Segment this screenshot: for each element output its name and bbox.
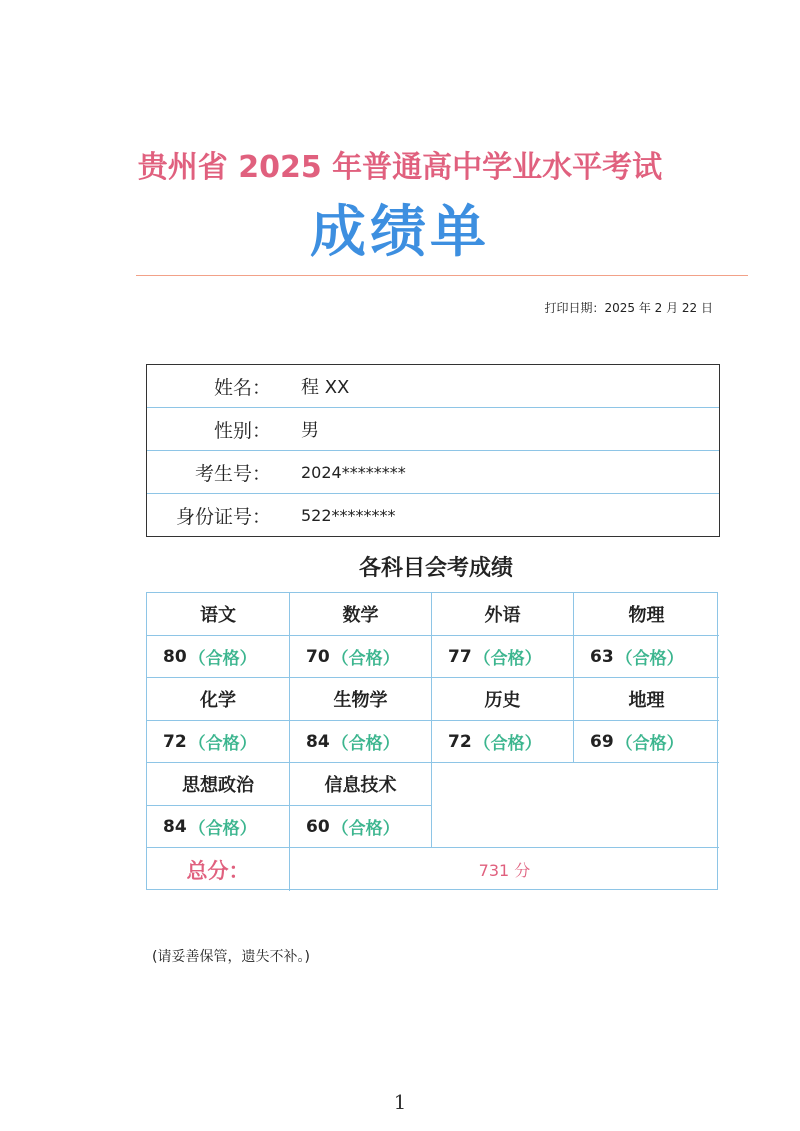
pass-status: （合格） <box>615 734 684 754</box>
empty-cell <box>432 763 719 848</box>
exam-number-value: 2024******** <box>301 462 406 482</box>
footer-note: (请妥善保管，遗失不补。) <box>152 949 310 965</box>
score-value: 69 <box>590 731 614 752</box>
info-row-id-number <box>147 494 719 536</box>
subject-name: 物理 <box>574 593 719 636</box>
grades-table <box>146 592 718 890</box>
info-row-gender <box>147 408 719 451</box>
info-row-exam-number <box>147 451 719 494</box>
score-value: 72 <box>448 731 472 752</box>
subject-name: 语文 <box>147 593 290 636</box>
score-value: 77 <box>448 646 472 667</box>
subject-score <box>574 636 719 678</box>
page-number: 1 <box>393 1090 407 1114</box>
subject-score <box>147 806 290 848</box>
name-value: 程 XX <box>301 377 350 398</box>
pass-status: （合格） <box>331 734 400 754</box>
subject-score <box>290 806 432 848</box>
subject-score <box>147 721 290 763</box>
pass-status: （合格） <box>473 649 542 669</box>
total-label: 总分： <box>147 848 290 891</box>
header-divider <box>136 275 748 276</box>
student-info-table <box>146 364 720 537</box>
score-value: 84 <box>306 731 330 752</box>
pass-status: （合格） <box>473 734 542 754</box>
info-row-name <box>147 365 719 408</box>
pass-status: （合格） <box>188 819 257 839</box>
score-value: 72 <box>163 731 187 752</box>
subject-name: 生物学 <box>290 678 432 721</box>
subject-score <box>574 721 719 763</box>
subject-name: 化学 <box>147 678 290 721</box>
subject-name: 信息技术 <box>290 763 432 806</box>
subject-score <box>147 636 290 678</box>
subject-score <box>432 636 574 678</box>
grades-section-title: 各科目会考成绩 <box>358 556 513 581</box>
score-value: 84 <box>163 816 187 837</box>
print-date: 打印日期：2025 年 2 月 22 日 <box>544 301 713 315</box>
id-number-label: 身份证号： <box>175 505 271 528</box>
subject-name: 历史 <box>432 678 574 721</box>
exam-subtitle: 贵州省 2025 年普通高中学业水平考试 <box>137 150 663 185</box>
page-title: 成绩单 <box>310 200 490 265</box>
subject-name: 数学 <box>290 593 432 636</box>
name-label: 姓名： <box>213 376 271 399</box>
pass-status: （合格） <box>331 819 400 839</box>
pass-status: （合格） <box>188 734 257 754</box>
id-number-value: 522******** <box>301 505 396 525</box>
pass-status: （合格） <box>188 649 257 669</box>
exam-number-label: 考生号： <box>194 462 271 485</box>
gender-value: 男 <box>301 420 319 441</box>
total-value: 731 分 <box>478 861 531 880</box>
subject-name: 思想政治 <box>147 763 290 806</box>
subject-score <box>432 721 574 763</box>
pass-status: （合格） <box>615 649 684 669</box>
gender-label: 性别： <box>213 419 271 442</box>
score-value: 70 <box>306 646 330 667</box>
score-value: 80 <box>163 646 187 667</box>
score-value: 60 <box>306 816 330 837</box>
subject-name: 外语 <box>432 593 574 636</box>
pass-status: （合格） <box>331 649 400 669</box>
subject-score <box>290 636 432 678</box>
subject-name: 地理 <box>574 678 719 721</box>
subject-score <box>290 721 432 763</box>
score-value: 63 <box>590 646 614 667</box>
